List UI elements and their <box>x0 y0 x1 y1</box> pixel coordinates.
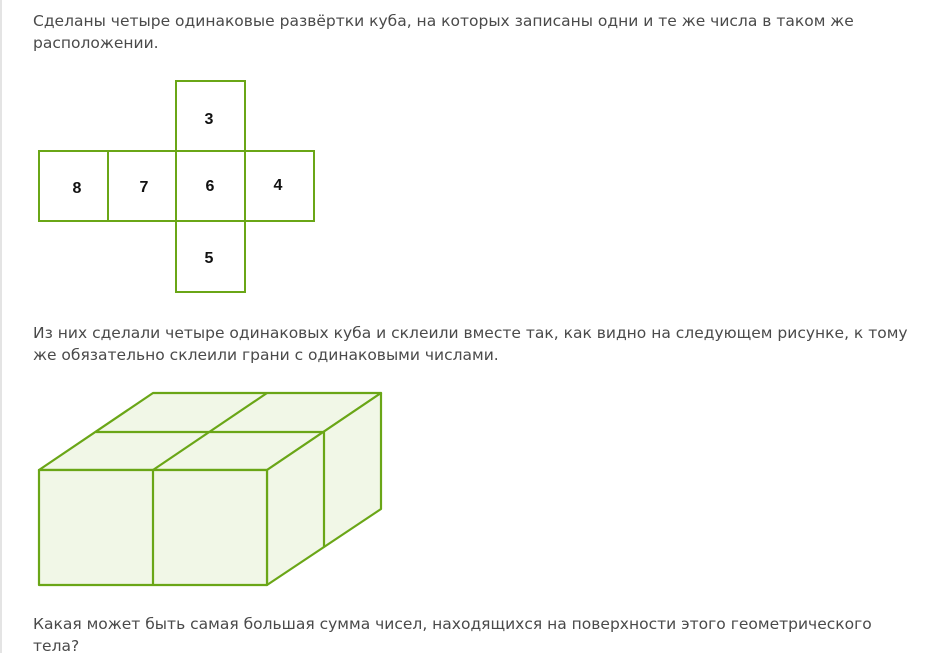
net-label-right: 4 <box>273 177 283 194</box>
net-label-top: 3 <box>204 111 214 128</box>
net-label-left-inner: 7 <box>139 179 149 196</box>
middle-text: Из них сделали четыре одинаковых куба и склеили вместе так, как видно на следующем рисунке, к тому же обязательно склеили грани с одинаковыми числами. <box>33 324 908 364</box>
net-label-left-outer: 8 <box>72 180 82 197</box>
net-label-center: 6 <box>205 178 215 195</box>
net-label-bottom: 5 <box>204 250 214 267</box>
cube-block <box>39 393 381 585</box>
intro-text: Сделаны четыре одинаковые развёртки куба, на которых записаны одни и те же числа в таком же расположении. <box>33 12 854 52</box>
question-text: Какая может быть самая большая сумма чисел, находящихся на поверхности этого геометрического тела? <box>33 615 872 655</box>
